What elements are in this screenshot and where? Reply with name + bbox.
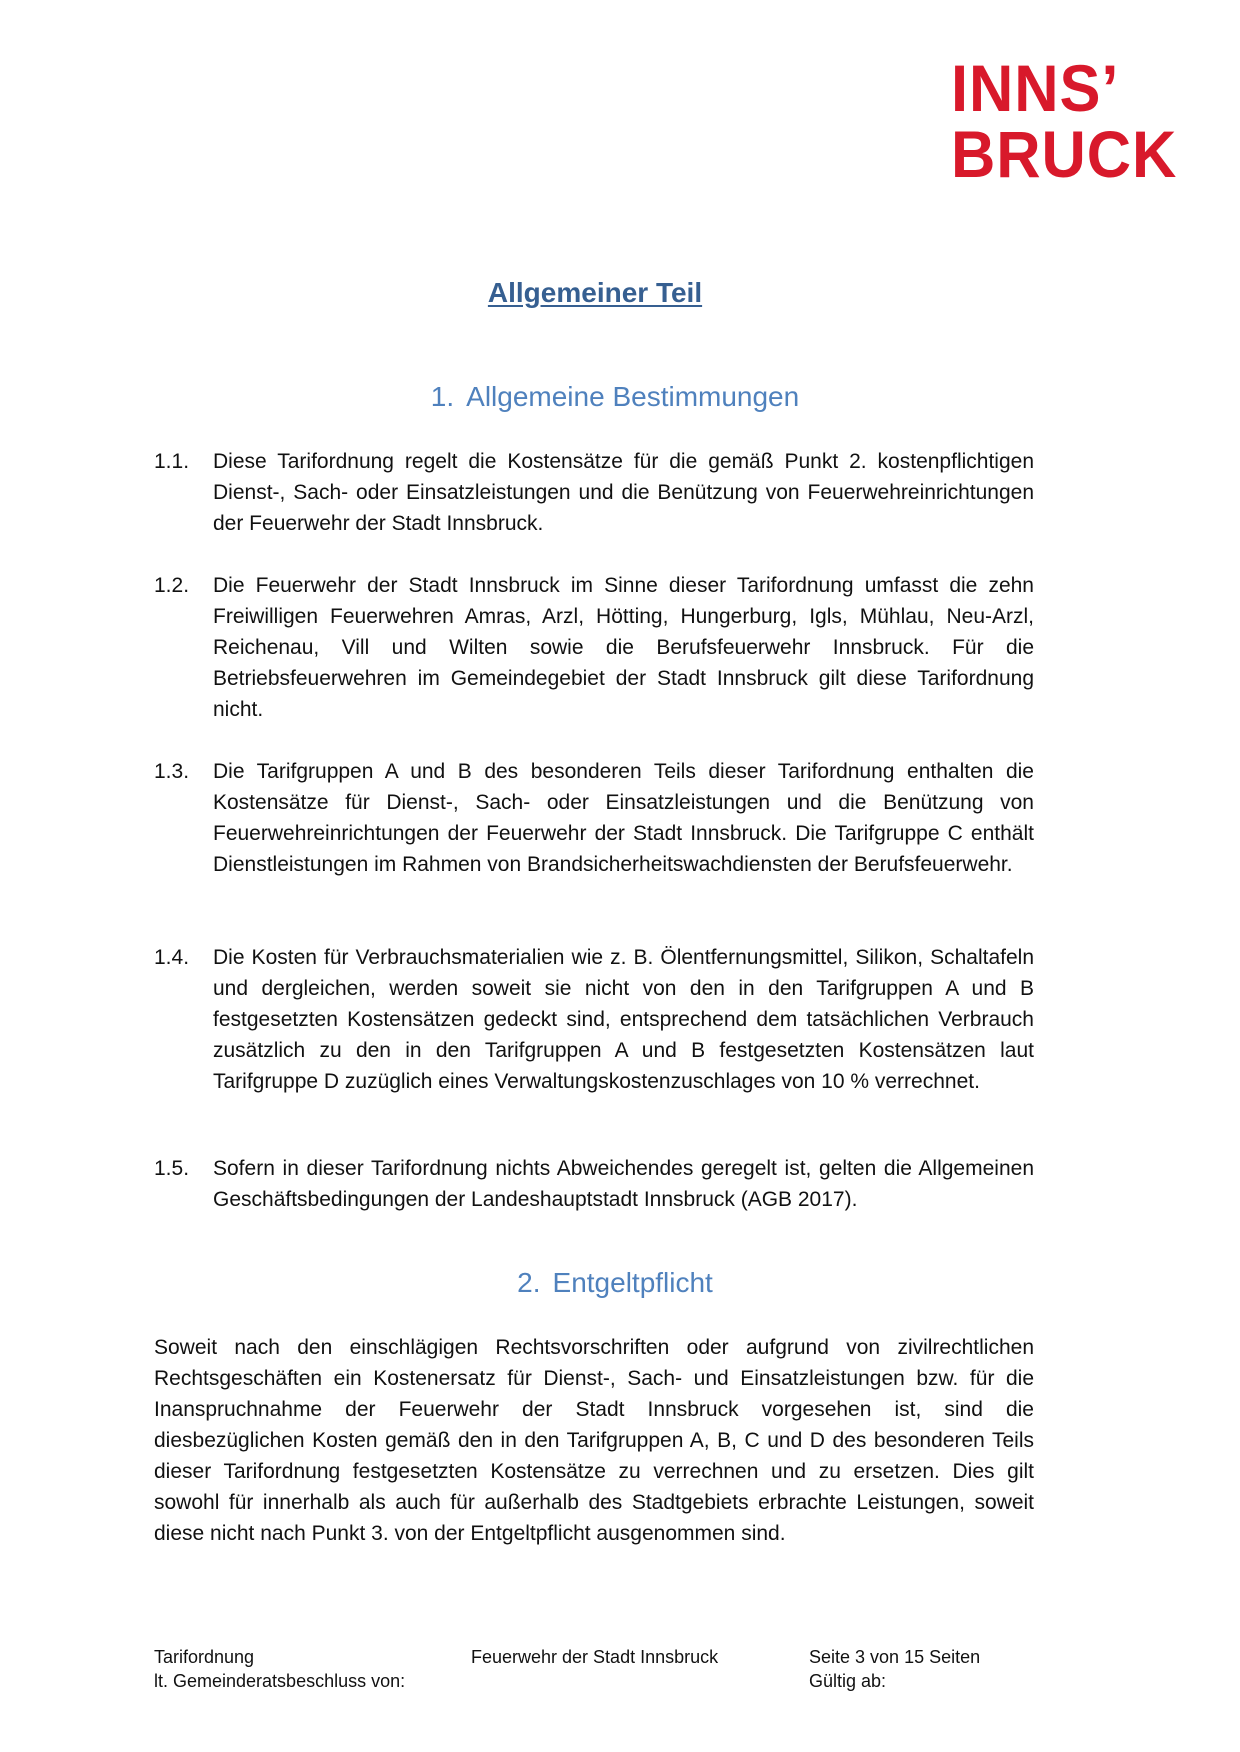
- item-text: Diese Tarifordnung regelt die Kostensätze für die gemäß Punkt 2. kostenpflichtigen Dienst-, Sach- oder Einsatzleistungen und die Benützung von Feuerwehreinrichtungen der Feuerwehr der Stadt Innsbruck.: [213, 450, 1034, 535]
- item-text: Die Tarifgruppen A und B des besonderen Teils dieser Tarifordnung enthalten die Kostensätze für Dienst-, Sach- oder Einsatzleistungen und die Benützung von Feuerwehreinrichtungen der Feuerwehr der Stadt Innsbruck. Die Tarifgruppe C enthält Dienstleistungen im Rahmen von Brandsicherheitswachdiensten der Berufsfeuerwehr.: [213, 760, 1034, 876]
- list-item-1-2: [154, 570, 1034, 725]
- footer-page-number: Seite 3 von 15 Seiten: [809, 1647, 981, 1667]
- section-2-paragraph: Soweit nach den einschlägigen Rechtsvorschriften oder aufgrund von zivilrechtlichen Rechtsgeschäften ein Kostenersatz für Dienst-, Sach- und Einsatzleistungen bzw. für die Inanspruchnahme der Feuerwehr der Stadt Innsbruck vorgesehen ist, sind die diesbezüglichen Kosten gemäß den in den Tarifgruppen A, B, C und D des besonderen Teils dieser Tarifordnung festgesetzten Kostensätze zu verrechnen und zu ersetzen. Dies gilt sowohl für innerhalb als auch für außerhalb des Stadtgebiets erbrachte Leistungen, soweit diese nicht nach Punkt 3. von der Entgeltpflicht ausgenommen sind.: [154, 1336, 1034, 1545]
- item-text: Sofern in dieser Tarifordnung nichts Abweichendes geregelt ist, gelten die Allgemeinen Geschäftsbedingungen der Landeshauptstadt Innsbruck (AGB 2017).: [213, 1157, 1034, 1211]
- footer-valid-from: Gültig ab:: [809, 1671, 887, 1691]
- item-number: 1.4.: [154, 946, 190, 969]
- footer-center: [471, 1645, 718, 1669]
- footer-right: [809, 1645, 980, 1693]
- list-item-1-5: [154, 1153, 1034, 1215]
- item-text: Die Kosten für Verbrauchsmaterialien wie z. B. Ölentfernungsmittel, Silikon, Schaltafeln und dergleichen, werden soweit sie nicht von den in den Tarifgruppen A und B festgesetzten Kostensätzen gedeckt sind, entsprechend dem tatsächlichen Verbrauch zusätzlich zu den in den Tarifgruppen A und B festgesetzten Kostensätzen laut Tarifgruppe D zuzüglich eines Verwaltungskostenzuschlages von 10 % verrechnet.: [213, 946, 1034, 1093]
- footer-organization: Feuerwehr der Stadt Innsbruck: [471, 1647, 719, 1667]
- item-number: 1.1.: [154, 450, 190, 473]
- item-number: 1.5.: [154, 1157, 190, 1180]
- section-heading-1: [0, 381, 1230, 413]
- logo-line-1: INNS’: [951, 51, 1120, 125]
- section-title: Entgeltpflicht: [552, 1267, 713, 1298]
- section-number: 2.: [517, 1267, 541, 1298]
- document-title: Allgemeiner Teil: [487, 277, 703, 308]
- section-number: 1.: [430, 381, 455, 412]
- footer-left: [154, 1645, 405, 1693]
- innsbruck-logo: [951, 51, 1195, 191]
- item-number: 1.3.: [154, 760, 190, 783]
- item-number: 1.2.: [154, 574, 190, 597]
- list-item-1-4: [154, 942, 1034, 1097]
- section-title: Allgemeine Bestimmungen: [466, 381, 800, 412]
- list-item-1-3: [154, 756, 1034, 880]
- list-item-1-1: [154, 446, 1034, 539]
- item-text: Die Feuerwehr der Stadt Innsbruck im Sinne dieser Tarifordnung umfasst die zehn Freiwilligen Feuerwehren Amras, Arzl, Hötting, Hungerburg, Igls, Mühlau, Neu-Arzl, Reichenau, Vill und Wilten sowie die Berufsfeuerwehr Innsbruck. Für die Betriebsfeuerwehren im Gemeindegebiet der Stadt Innsbruck gilt diese Tarifordnung nicht.: [213, 574, 1034, 721]
- logo-line-2: BRUCK: [951, 117, 1178, 191]
- footer-resolution: lt. Gemeinderatsbeschluss von:: [154, 1671, 406, 1691]
- footer-document-name: Tarifordnung: [154, 1647, 255, 1667]
- section-heading-2: [0, 1267, 1230, 1299]
